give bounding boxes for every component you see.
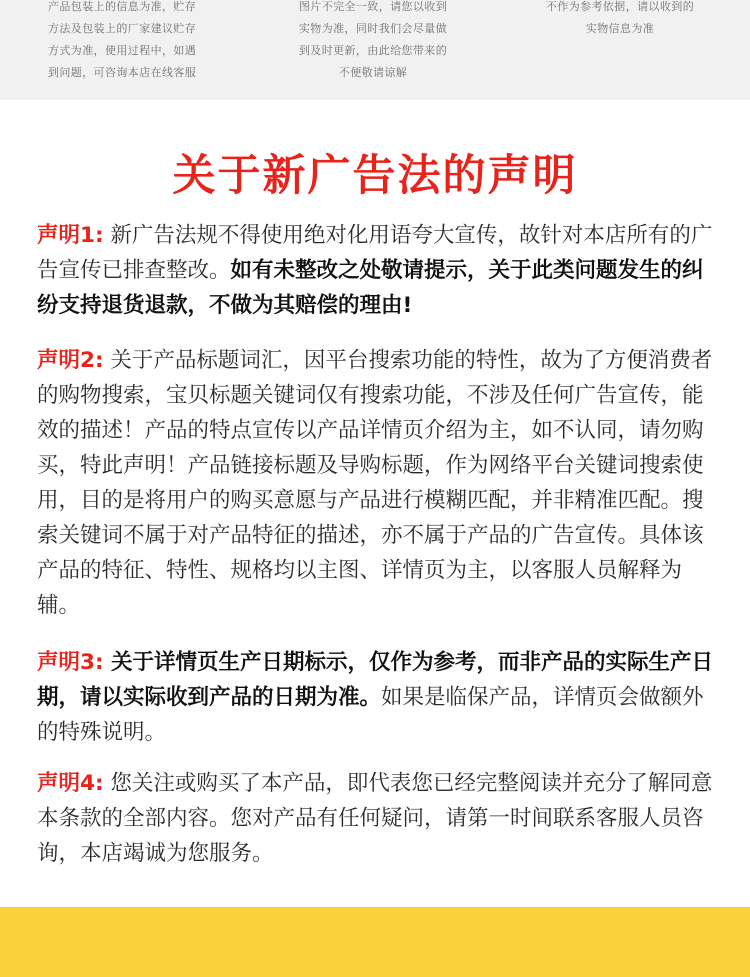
top-note-column-1 <box>48 0 228 84</box>
top-note-line: 实物信息为准 <box>585 22 655 35</box>
bottom-yellow-band <box>0 907 750 977</box>
top-notes-band <box>0 0 750 100</box>
top-note-line: 方式为准，使用过程中，如遇 <box>48 44 197 57</box>
declaration-emphasis: 关于详情页生产日期标示，仅作为参考，而非产品的实际生产日期，请以实际收到产品的日期为准。 <box>37 650 714 710</box>
declaration-label: 声明2: <box>37 348 104 373</box>
top-note-line: 产品包装上的信息为准，贮存 <box>48 0 197 13</box>
top-note-line: 不便敬请谅解 <box>338 66 408 79</box>
top-note-line: 方法及包装上的厂家建议贮存 <box>48 22 197 35</box>
top-note-line: 不作为参考依据，请以收到的 <box>545 0 695 13</box>
declaration-text: 关于产品标题词汇，因平台搜索功能的特性，故为了方便消费者的购物搜索，宝贝标题关键词仅有搜索功能，不涉及任何广告宣传，能效的描述！产品的特点宣传以产品详情页介绍为主，如不认同，请勿购买，特此声明！产品链接标题及导购标题，作为网络平台关键词搜索使用，目的是将用户的购买意愿与产品进行模糊匹配，并非精准匹配。搜索关键词不属于对产品特征的描述，亦不属于产品的广告宣传。具体该产品的特征、特性、规格均以主图、详情页为主，以客服人员解释为辅。 <box>37 348 713 618</box>
top-note-line: 到问题，可咨询本店在线客服 <box>48 66 197 79</box>
declaration-label: 声明4: <box>37 771 104 796</box>
declaration-emphasis: 如有未整改之处敬请提示，关于此类问题发生的纠纷支持退货退款，不做为其赔偿的理由! <box>37 258 704 318</box>
declaration-label: 声明1: <box>37 223 104 248</box>
page-title: 关于新广告法的声明 <box>172 151 578 201</box>
declaration-label: 声明3: <box>37 650 104 675</box>
top-note-line: 到及时更新，由此给您带来的 <box>298 44 448 57</box>
declaration-1 <box>37 218 723 323</box>
declaration-2 <box>37 343 723 623</box>
top-note-line: 实物为准，同时我们会尽量做 <box>298 22 448 35</box>
top-note-column-3 <box>520 0 720 40</box>
declaration-text: 新广告法规不得使用绝对化用语夸大宣传，故针对本店所有的广告宣传已排查整改。 <box>37 223 713 283</box>
declaration-4 <box>37 766 723 871</box>
declaration-text: 您关注或购买了本产品，即代表您已经完整阅读并充分了解同意本条款的全部内容。您对产品有任何疑问，请第一时间联系客服人员咨询，本店竭诚为您服务。 <box>37 771 713 866</box>
declaration-3 <box>37 645 723 750</box>
declaration-text: 如果是临保产品，详情页会做额外的特殊说明。 <box>37 685 704 745</box>
top-note-column-2 <box>283 0 463 84</box>
top-note-line: 图片不完全一致，请您以收到 <box>298 0 448 13</box>
